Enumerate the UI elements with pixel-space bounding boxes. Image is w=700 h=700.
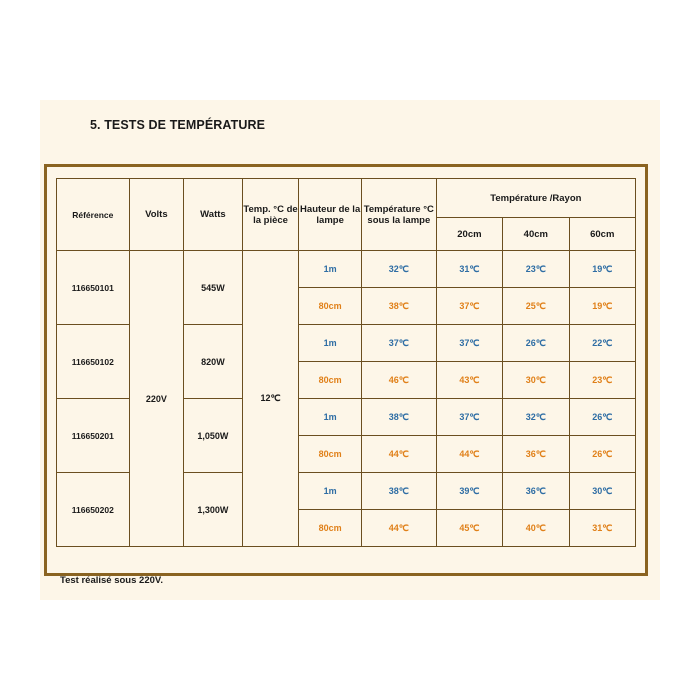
cell-rayon-20: 45℃ xyxy=(436,510,502,547)
cell-rayon-40: 23℃ xyxy=(503,251,569,288)
cell-rayon-20: 37℃ xyxy=(436,399,502,436)
cell-hauteur: 1m xyxy=(299,325,362,362)
cell-watts: 545W xyxy=(184,251,243,325)
cell-temp-sous-lampe: 44℃ xyxy=(361,510,436,547)
cell-volts: 220V xyxy=(129,251,184,547)
cell-hauteur: 80cm xyxy=(299,288,362,325)
table-row xyxy=(57,251,636,288)
cell-rayon-60: 19℃ xyxy=(569,288,635,325)
cell-rayon-40: 40℃ xyxy=(503,510,569,547)
cell-rayon-60: 19℃ xyxy=(569,251,635,288)
cell-rayon-40: 30℃ xyxy=(503,362,569,399)
cell-rayon-40: 32℃ xyxy=(503,399,569,436)
cell-rayon-20: 37℃ xyxy=(436,288,502,325)
cell-rayon-40: 36℃ xyxy=(503,473,569,510)
cell-rayon-20: 43℃ xyxy=(436,362,502,399)
footer-note: Test réalisé sous 220V. xyxy=(60,575,163,586)
cell-reference: 116650202 xyxy=(57,473,130,547)
header-volts: Volts xyxy=(129,179,184,251)
cell-rayon-60: 31℃ xyxy=(569,510,635,547)
table-body xyxy=(57,251,636,547)
cell-temp-sous-lampe: 37℃ xyxy=(361,325,436,362)
cell-reference: 116650102 xyxy=(57,325,130,399)
cell-hauteur: 80cm xyxy=(299,362,362,399)
cell-watts: 1,050W xyxy=(184,399,243,473)
cell-watts: 1,300W xyxy=(184,473,243,547)
cell-rayon-60: 26℃ xyxy=(569,436,635,473)
cell-rayon-60: 26℃ xyxy=(569,399,635,436)
cell-rayon-40: 25℃ xyxy=(503,288,569,325)
header-temp-sous-lampe: Température °C sous la lampe xyxy=(361,179,436,251)
cell-hauteur: 1m xyxy=(299,473,362,510)
cell-rayon-40: 36℃ xyxy=(503,436,569,473)
header-rayon-40: 40cm xyxy=(503,218,569,251)
cell-temp-piece: 12℃ xyxy=(242,251,299,547)
header-row-primary xyxy=(57,179,636,218)
cell-rayon-40: 26℃ xyxy=(503,325,569,362)
cell-rayon-20: 39℃ xyxy=(436,473,502,510)
header-reference: Référence xyxy=(57,179,130,251)
cell-hauteur: 1m xyxy=(299,251,362,288)
header-rayon-60: 60cm xyxy=(569,218,635,251)
page-title: 5. TESTS DE TEMPÉRATURE xyxy=(90,118,266,132)
cell-temp-sous-lampe: 38℃ xyxy=(361,473,436,510)
document-page xyxy=(40,100,660,600)
cell-rayon-20: 31℃ xyxy=(436,251,502,288)
cell-temp-sous-lampe: 38℃ xyxy=(361,399,436,436)
cell-reference: 116650201 xyxy=(57,399,130,473)
cell-rayon-60: 30℃ xyxy=(569,473,635,510)
cell-rayon-60: 22℃ xyxy=(569,325,635,362)
cell-watts: 820W xyxy=(184,325,243,399)
cell-rayon-60: 23℃ xyxy=(569,362,635,399)
cell-temp-sous-lampe: 38℃ xyxy=(361,288,436,325)
cell-reference: 116650101 xyxy=(57,251,130,325)
cell-temp-sous-lampe: 44℃ xyxy=(361,436,436,473)
table-header xyxy=(57,179,636,251)
cell-rayon-20: 44℃ xyxy=(436,436,502,473)
cell-temp-sous-lampe: 46℃ xyxy=(361,362,436,399)
header-temp-rayon: Température /Rayon xyxy=(436,179,635,218)
header-temp-piece: Temp. °C de la pièce xyxy=(242,179,299,251)
cell-temp-sous-lampe: 32℃ xyxy=(361,251,436,288)
header-hauteur: Hauteur de la lampe xyxy=(299,179,362,251)
cell-hauteur: 1m xyxy=(299,399,362,436)
cell-hauteur: 80cm xyxy=(299,510,362,547)
cell-rayon-20: 37℃ xyxy=(436,325,502,362)
header-rayon-20: 20cm xyxy=(436,218,502,251)
cell-hauteur: 80cm xyxy=(299,436,362,473)
temperature-test-table xyxy=(56,178,636,547)
header-watts: Watts xyxy=(184,179,243,251)
